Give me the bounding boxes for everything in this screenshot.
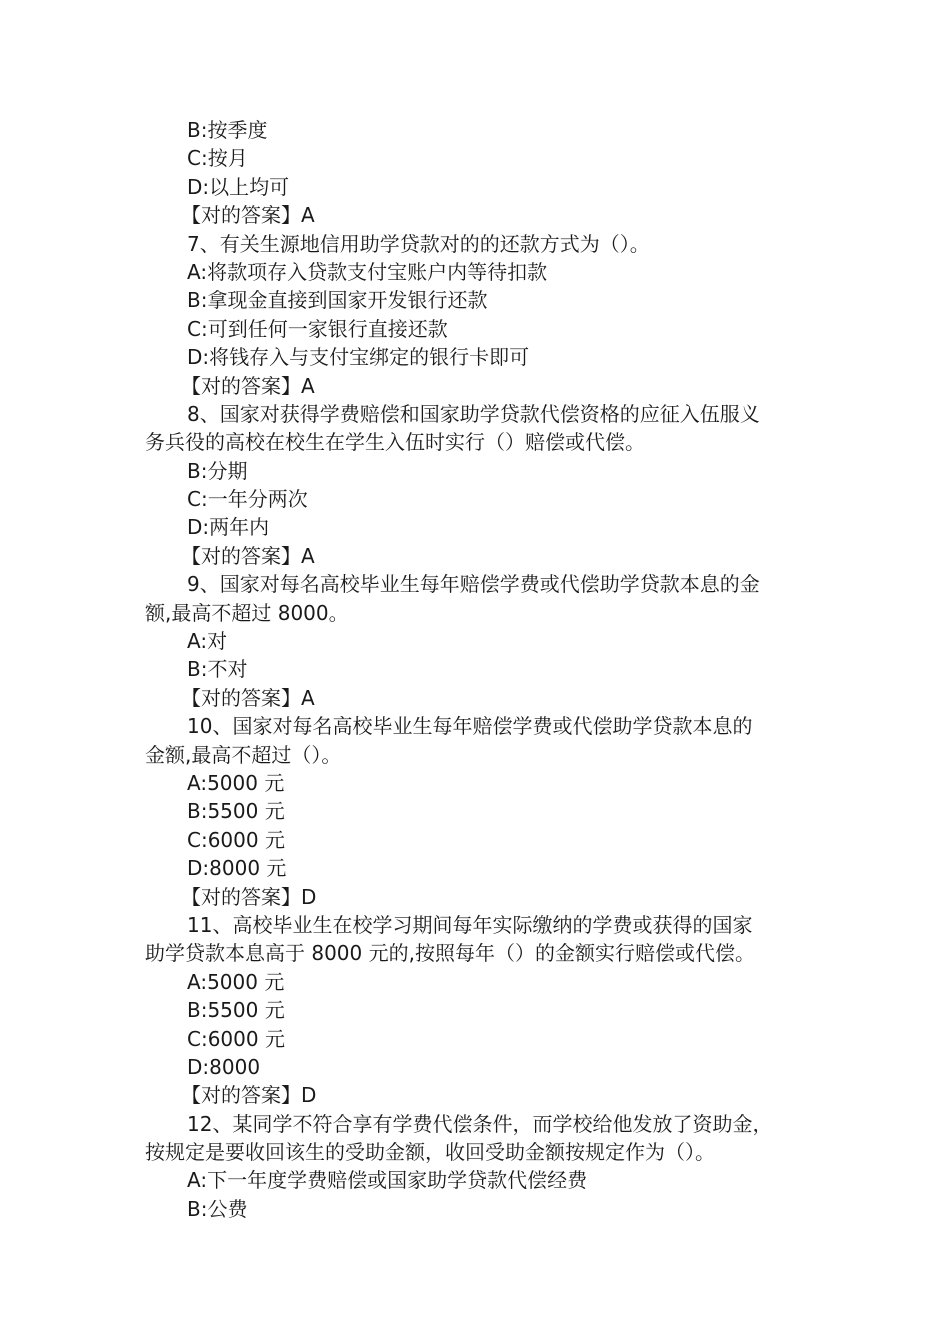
question-text: 12、某同学不符合享有学费代偿条件，而学校给他发放了资助金，: [187, 1111, 773, 1136]
question-text: 11、高校毕业生在校学习期间每年实际缴纳的学费或获得的国家: [187, 912, 753, 937]
answer-option: B:拿现金直接到国家开发银行还款: [187, 288, 488, 313]
question-text-continued: 额,最高不超过 8000。: [145, 600, 349, 625]
document-body: [145, 116, 815, 1223]
answer-option: D:8000 元: [187, 856, 287, 881]
answer-option: D:8000: [187, 1054, 261, 1079]
question-text-continued: 助学贷款本息高于 8000 元的,按照每年（）的金额实行赔偿或代偿。: [145, 941, 755, 966]
question-text: 10、国家对每名高校毕业生每年赔偿学费或代偿助学贷款本息的: [187, 714, 753, 739]
answer-option: B:按季度: [187, 118, 268, 142]
correct-answer: 【对的答案】A: [181, 685, 315, 710]
correct-answer: 【对的答案】A: [181, 203, 315, 228]
answer-option: C:6000 元: [187, 1026, 285, 1051]
question-text: 9、国家对每名高校毕业生每年赔偿学费或代偿助学贷款本息的金: [187, 572, 760, 597]
answer-option: C:可到任何一家银行直接还款: [187, 316, 448, 341]
question-text: 8、国家对获得学费赔偿和国家助学贷款代偿资格的应征入伍服义: [187, 401, 760, 426]
answer-option: C:按月: [187, 146, 248, 171]
answer-option: A:5000 元: [187, 969, 285, 994]
answer-option: A:5000 元: [187, 770, 285, 795]
question-text: 7、有关生源地信用助学贷款对的的还款方式为（）。: [187, 231, 650, 256]
answer-option: C:6000 元: [187, 827, 285, 852]
correct-answer: 【对的答案】D: [181, 1083, 317, 1108]
question-text-continued: 金额,最高不超过（）。: [145, 742, 342, 767]
answer-option: B:5500 元: [187, 799, 285, 824]
question-text-continued: 按规定是要收回该生的受助金额，收回受助金额按规定作为（）。: [145, 1140, 715, 1165]
correct-answer: 【对的答案】D: [181, 884, 317, 909]
answer-option: B:公费: [187, 1196, 248, 1221]
answer-option: C:一年分两次: [187, 487, 308, 512]
question-text-continued: 务兵役的高校在校生在学生入伍时实行（）赔偿或代偿。: [145, 430, 645, 455]
answer-option: B:不对: [187, 657, 248, 682]
answer-option: A:将款项存入贷款支付宝账户内等待扣款: [187, 259, 548, 284]
answer-option: B:分期: [187, 458, 248, 483]
correct-answer: 【对的答案】A: [181, 543, 315, 568]
answer-option: D:将钱存入与支付宝绑定的银行卡即可: [187, 345, 530, 370]
correct-answer: 【对的答案】A: [181, 373, 315, 398]
answer-option: D:两年内: [187, 515, 270, 540]
answer-option: B:5500 元: [187, 998, 285, 1023]
answer-option: A:对: [187, 629, 228, 654]
answer-option: D:以上均可: [187, 174, 290, 199]
answer-option: A:下一年度学费赔偿或国家助学贷款代偿经费: [187, 1168, 588, 1193]
